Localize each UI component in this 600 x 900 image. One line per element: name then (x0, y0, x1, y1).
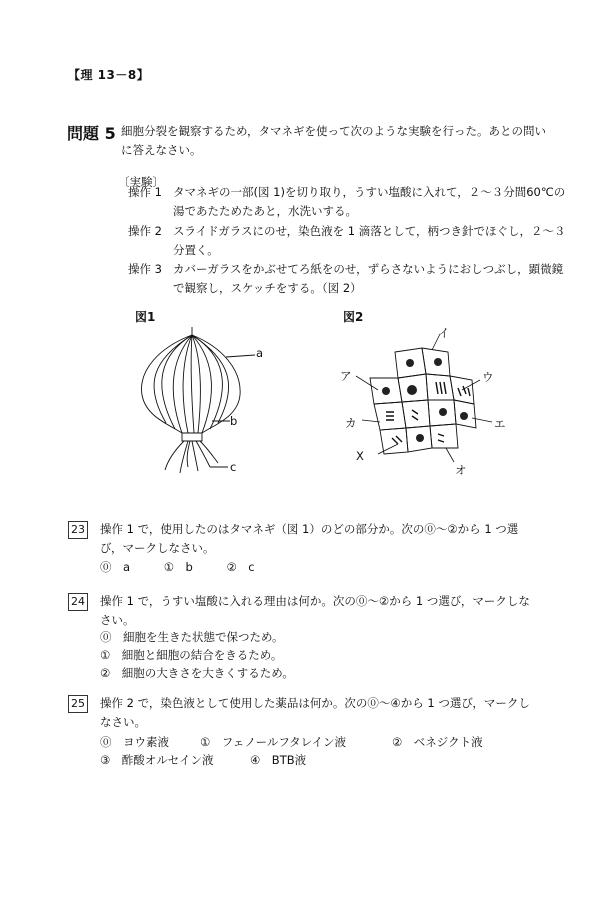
option: ③ 酢酸オルセイン液 (100, 753, 214, 767)
experiment-step-1 (128, 183, 568, 221)
question-title: 問題 5 (67, 124, 116, 143)
question-text: 操作 1 で，使用したのはタマネギ（図 1）のどの部分か。次の⓪～②から 1 つ選び，マークしなさい。 (100, 522, 519, 555)
step-label: 操作 1 (128, 185, 162, 199)
option: ① フェノールフタレイン液 (200, 735, 347, 749)
figure-2-label-x: X (356, 449, 364, 463)
cell-figure (350, 330, 530, 470)
figure-2-label-a: ア (340, 369, 352, 383)
option: ⓪ ヨウ素液 (100, 735, 169, 749)
figure-2-label-ka: カ (345, 416, 357, 430)
figure-2-label-o: オ (455, 463, 467, 477)
figure-2-label-i: イ (438, 326, 450, 340)
figure-1-label-c: c (230, 460, 237, 474)
step-text: タマネギの一部(図 1)を切り取り，うすい塩酸に入れて，２～３分間60℃の湯であたためたあと，水洗いする。 (173, 185, 566, 218)
option: ⓪ a (100, 560, 131, 574)
option: ⓪ 細胞を生きた状態で保つため。 (100, 630, 284, 644)
option: ① b (163, 560, 193, 574)
option: ② c (226, 560, 255, 574)
step-label: 操作 2 (128, 224, 162, 238)
step-text: スライドガラスにのせ，染色液を 1 滴落として，柄つき針でほぐし，２～３分置く。 (173, 224, 566, 257)
question-number: 25 (68, 695, 88, 713)
figure-1-title: 図1 (135, 310, 156, 324)
page-header: 【理 13－8】 (68, 68, 150, 82)
figure-1-label-a: a (256, 346, 264, 360)
step-label: 操作 3 (128, 262, 162, 276)
question-23 (68, 520, 538, 560)
options-23 (100, 558, 259, 576)
question-24 (68, 592, 538, 632)
experiment-step-3 (128, 260, 568, 298)
option: ② ベネジクト液 (392, 735, 483, 749)
experiment-label: 〔実験〕 (118, 175, 164, 189)
question-text: 操作 1 で，うすい塩酸に入れる理由は何か。次の⓪～②から 1 つ選び，マークしなさい。 (100, 594, 530, 627)
option: ④ BTB液 (250, 753, 307, 767)
experiment-step-2 (128, 222, 568, 260)
figure-2-label-e: エ (494, 417, 506, 431)
figure-2-title: 図2 (343, 310, 364, 324)
option: ① 細胞と細胞の結合をきるため。 (100, 648, 283, 662)
question-number: 23 (68, 521, 88, 539)
option: ② 細胞の大きさを大きくするため。 (100, 666, 294, 680)
question-text: 操作 2 で，染色液として使用した薬品は何か。次の⓪～④から 1 つ選び，マークしなさい。 (100, 696, 530, 729)
step-text: カバーガラスをかぶせてろ紙をのせ，ずらさないようにおしつぶし，顕微鏡で観察し，スケッチをする。（図 2） (173, 262, 564, 295)
question-25 (68, 694, 538, 734)
question-number: 24 (68, 593, 88, 611)
question-body: 細胞分裂を観察するため，タマネギを使って次のような実験を行った。あとの問いに答えなさい。 (121, 124, 547, 157)
figure-2-label-u: ウ (482, 370, 494, 384)
figure-1-label-b: b (230, 414, 238, 428)
